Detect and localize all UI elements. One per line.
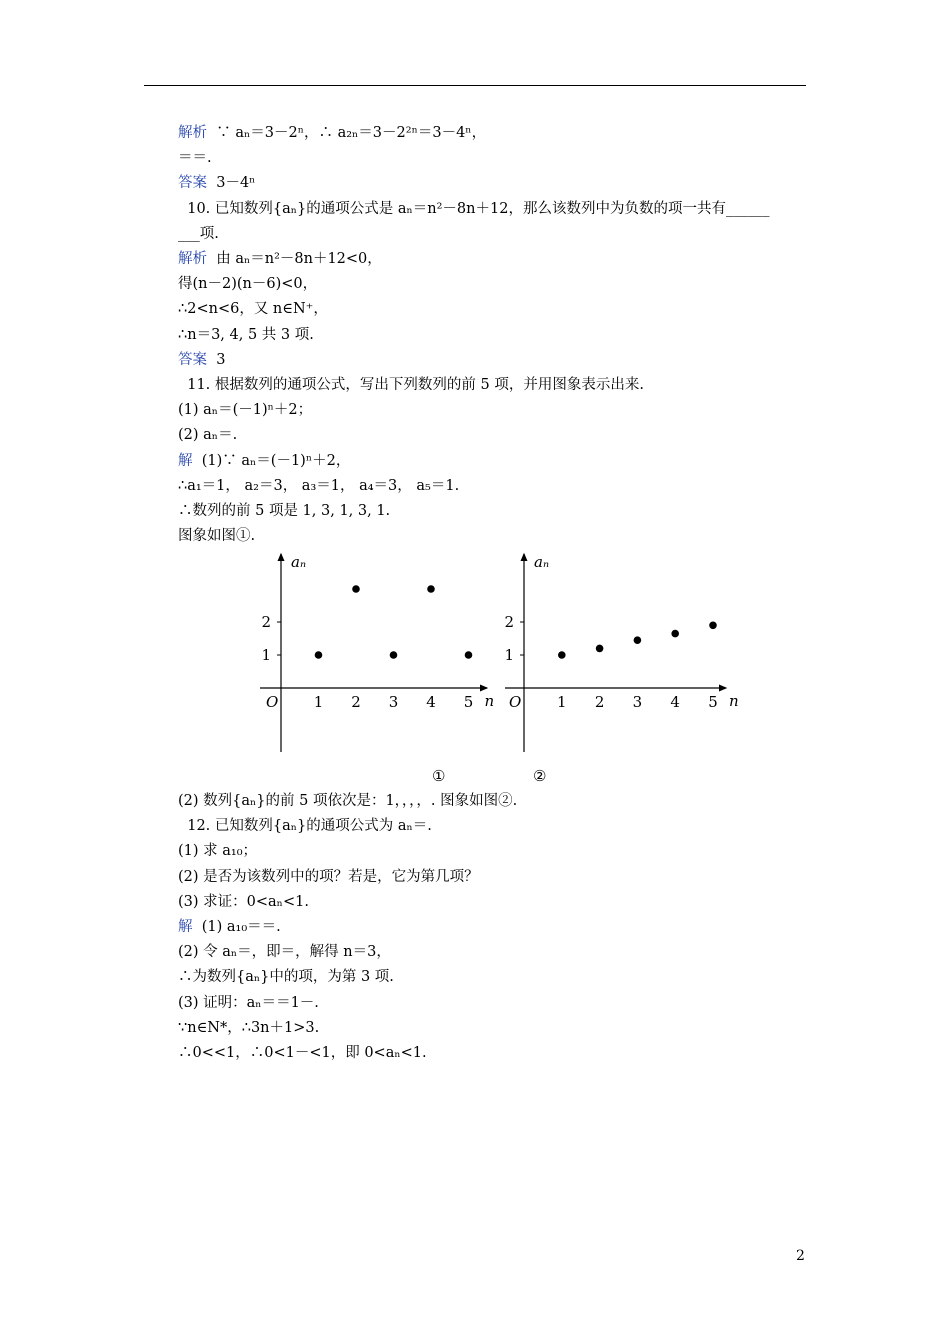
text-line [178, 275, 317, 293]
answer-label: 解析 [178, 251, 207, 267]
text-line [178, 817, 432, 835]
text-line [178, 149, 212, 167]
line-text: (2) 令 aₙ＝，即＝，解得 n＝3， [178, 944, 391, 961]
y-axis-label: aₙ [291, 553, 307, 571]
line-text: ___项. [178, 225, 219, 242]
line-text: 3 [207, 351, 226, 368]
text-line [178, 351, 225, 369]
text-line [178, 918, 281, 936]
text-line [178, 124, 486, 142]
line-text: 图象如图①. [178, 528, 256, 545]
line-text: ∴0<<1，∴0<1－<1，即 0<aₙ<1. [178, 1045, 427, 1061]
data-point [465, 651, 473, 659]
line-text: 11. 根据数列的通项公式，写出下列数列的前 5 项，并用图象表示出来. [178, 377, 644, 393]
x-tick-label: 4 [426, 693, 436, 711]
text-line [178, 225, 219, 243]
line-text: (3) 求证：0<aₙ<1. [178, 893, 309, 910]
header-rule [144, 85, 806, 86]
figure-label-2: ② [533, 767, 547, 785]
line-text: (1) a₁₀＝＝. [192, 919, 281, 935]
x-tick-label: 3 [388, 693, 399, 711]
x-axis-label: n [484, 692, 495, 710]
chart-1-marks [261, 553, 494, 711]
data-point [315, 651, 323, 659]
y-tick-label: 1 [261, 646, 271, 664]
answer-label: 解 [178, 919, 193, 935]
x-tick-label: 2 [351, 693, 361, 711]
y-tick-label: 1 [504, 646, 514, 664]
figure-1 [255, 552, 495, 761]
text-line [178, 376, 644, 394]
line-text: (2) 数列{aₙ}的前 5 项依次是：1，，，，. 图象如图②. [178, 793, 518, 809]
y-tick-label: 2 [504, 613, 514, 631]
text-line [178, 994, 319, 1012]
text-line [178, 968, 394, 986]
y-axis-label: aₙ [534, 553, 550, 571]
text-line [178, 792, 517, 810]
x-tick-label: 1 [313, 693, 324, 711]
data-point [671, 630, 679, 638]
text-line [178, 502, 390, 520]
data-point [634, 636, 642, 644]
text-line [178, 477, 459, 495]
data-point [709, 622, 717, 630]
answer-label: 解析 [178, 125, 207, 141]
text-line [178, 401, 312, 419]
data-point [390, 651, 398, 659]
x-tick-label: 3 [632, 693, 643, 711]
text-line [178, 842, 257, 860]
line-text: 12. 已知数列{aₙ}的通项公式为 aₙ＝. [178, 818, 432, 835]
chart-2-marks [504, 553, 738, 711]
chart-2-svg [500, 552, 740, 757]
text-line [178, 326, 314, 344]
text-line [178, 1044, 427, 1062]
data-point [558, 651, 566, 659]
x-axis-label: n [729, 692, 739, 710]
text-line [178, 1019, 319, 1037]
line-text: ∴2<n<6，又 n∈N⁺， [178, 301, 328, 318]
origin-label: O [266, 693, 279, 711]
line-text: ∵ aₙ＝3－2ⁿ，∴ a₂ₙ＝3－2²ⁿ＝3－4ⁿ， [207, 125, 487, 141]
x-tick-label: 4 [670, 693, 680, 711]
line-text: 得(n－2)(n－6)<0， [178, 276, 318, 293]
text-line [178, 250, 382, 268]
answer-label: 答案 [178, 175, 207, 192]
line-text: ∵n∈N*，∴3n＋1>3. [178, 1019, 320, 1036]
page-number: 2 [796, 1248, 805, 1264]
answer-label: 答案 [178, 351, 207, 368]
figure-2 [500, 552, 740, 761]
line-text: (1) aₙ＝(－1)ⁿ＋2； [178, 402, 313, 419]
data-point [352, 585, 360, 593]
answer-label: 解 [178, 452, 193, 469]
data-point [596, 645, 604, 653]
x-tick-label: 2 [594, 693, 605, 711]
chart-1-svg [255, 552, 495, 757]
x-tick-label: 1 [557, 693, 567, 711]
line-text: (2) aₙ＝. [178, 427, 238, 444]
text-line [178, 893, 309, 911]
text-line [178, 174, 255, 192]
figure-label-1: ① [432, 767, 446, 785]
text-line [178, 300, 328, 318]
line-text: ∴为数列{aₙ}中的项，为第 3 项. [178, 969, 394, 986]
line-text: (1)∵ aₙ＝(－1)ⁿ＋2， [192, 452, 351, 469]
text-line [178, 200, 769, 218]
text-line [178, 868, 479, 886]
text-line [178, 426, 237, 444]
x-tick-label: 5 [708, 693, 718, 711]
line-text: 3－4ⁿ [207, 175, 256, 192]
line-text: 10. 已知数列{aₙ}的通项公式是 aₙ＝n²－8n＋12，那么该数列中为负数的项一共有______ [178, 200, 770, 217]
line-text: 由 aₙ＝n²－8n＋12<0， [207, 251, 382, 267]
line-text: ∴数列的前 5 项是 1, 3, 1, 3, 1. [178, 503, 391, 519]
text-line [178, 943, 391, 961]
line-text: ∴n＝3, 4, 5 共 3 项. [178, 326, 314, 343]
x-tick-label: 5 [463, 693, 474, 711]
line-text: ∴a₁＝1， a₂＝3， a₃＝1， a₄＝3， a₅＝1. [178, 477, 460, 494]
text-line [178, 452, 350, 470]
y-tick-label: 2 [261, 613, 271, 631]
line-text: (2) 是否为该数列中的项？若是，它为第几项？ [178, 868, 479, 885]
origin-label: O [509, 693, 522, 711]
line-text: ＝＝. [178, 150, 212, 167]
line-text: (1) 求 a₁₀； [178, 843, 258, 860]
data-point [427, 585, 435, 593]
line-text: (3) 证明：aₙ＝＝1－. [178, 994, 319, 1011]
text-line [178, 527, 255, 545]
